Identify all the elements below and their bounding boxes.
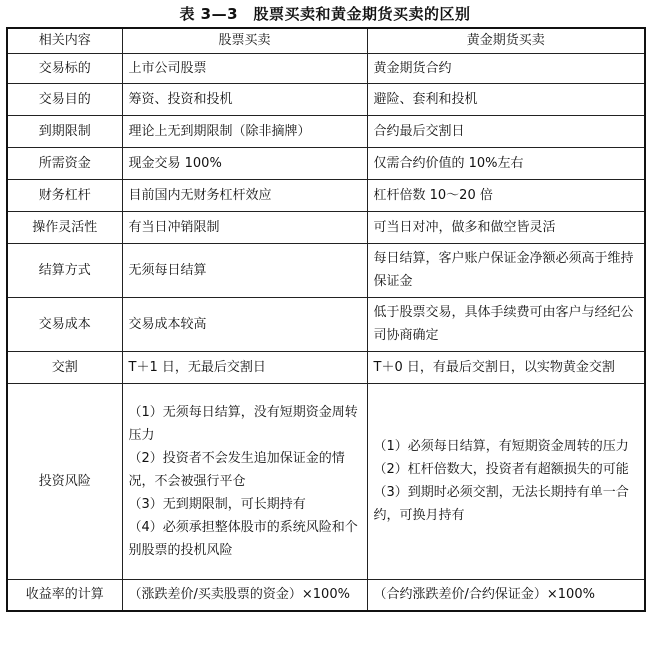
stock-cell: 现金交易 100%	[122, 147, 367, 179]
table-row	[7, 579, 645, 611]
stock-cell: 理论上无到期限制（除非摘牌）	[122, 115, 367, 147]
gold-cell: T＋0 日，有最后交割日，以实物黄金交割	[367, 351, 645, 383]
column-header: 股票买卖	[122, 28, 367, 53]
gold-cell: 仅需合约价值的 10%左右	[367, 147, 645, 179]
row-label: 结算方式	[7, 243, 122, 297]
stock-cell: 目前国内无财务杠杆效应	[122, 179, 367, 211]
table-row	[7, 351, 645, 383]
risk-item: （3）无到期限制，可长期持有	[128, 496, 306, 512]
gold-cell: 可当日对冲，做多和做空皆灵活	[367, 211, 645, 243]
row-label: 操作灵活性	[7, 211, 122, 243]
table-row	[7, 147, 645, 179]
row-label: 投资风险	[7, 383, 122, 579]
table-row	[7, 383, 645, 579]
stock-cell: 有当日冲销限制	[122, 211, 367, 243]
row-label: 收益率的计算	[7, 579, 122, 611]
stock-cell: 筹资、投资和投机	[122, 83, 367, 115]
risk-item: （2）杠杆倍数大，投资者有超额损失的可能	[373, 462, 629, 477]
table-row	[7, 243, 645, 297]
risk-item: （1）无须每日结算，没有短期资金周转压力	[128, 404, 358, 443]
row-label: 财务杠杆	[7, 179, 122, 211]
row-label: 交易标的	[7, 53, 122, 83]
header-row	[7, 28, 645, 53]
table-row	[7, 83, 645, 115]
stock-cell: 无须每日结算	[122, 243, 367, 297]
risk-item: （1）必须每日结算，有短期资金周转的压力	[373, 439, 629, 454]
row-label: 所需资金	[7, 147, 122, 179]
table-row	[7, 53, 645, 83]
column-header: 黄金期货买卖	[367, 28, 645, 53]
table-row	[7, 115, 645, 147]
stock-cell: 上市公司股票	[122, 53, 367, 83]
gold-cell: 每日结算，客户账户保证金净额必须高于维持保证金	[367, 243, 645, 297]
row-label: 到期限制	[7, 115, 122, 147]
risk-item: （3）到期时必须交割，无法长期持有单一合约，可换月持有	[373, 485, 629, 523]
gold-cell: 杠杆倍数 10～20 倍	[367, 179, 645, 211]
stock-cell: （涨跌差价/买卖股票的资金）×100%	[122, 579, 367, 611]
comparison-table	[6, 27, 646, 612]
stock-cell: 交易成本较高	[122, 297, 367, 351]
table-title: 表 3—3 股票买卖和黄金期货买卖的区别	[179, 5, 471, 23]
gold-cell	[367, 383, 645, 579]
gold-cell: 合约最后交割日	[367, 115, 645, 147]
table-row	[7, 297, 645, 351]
gold-cell: 黄金期货合约	[367, 53, 645, 83]
risk-item: （2）投资者不会发生追加保证金的情况，不会被强行平仓	[128, 450, 345, 489]
table-row	[7, 211, 645, 243]
risk-item: （4）必须承担整体股市的系统风险和个别股票的投机风险	[128, 519, 358, 558]
row-label: 交易目的	[7, 83, 122, 115]
table-row	[7, 179, 645, 211]
row-label: 交易成本	[7, 297, 122, 351]
stock-cell	[122, 383, 367, 579]
gold-cell: 低于股票交易，具体手续费可由客户与经纪公司协商确定	[367, 297, 645, 351]
row-label: 交割	[7, 351, 122, 383]
column-header: 相关内容	[7, 28, 122, 53]
stock-cell: T＋1 日，无最后交割日	[122, 351, 367, 383]
gold-cell: （合约涨跌差价/合约保证金）×100%	[367, 579, 645, 611]
gold-cell: 避险、套利和投机	[367, 83, 645, 115]
